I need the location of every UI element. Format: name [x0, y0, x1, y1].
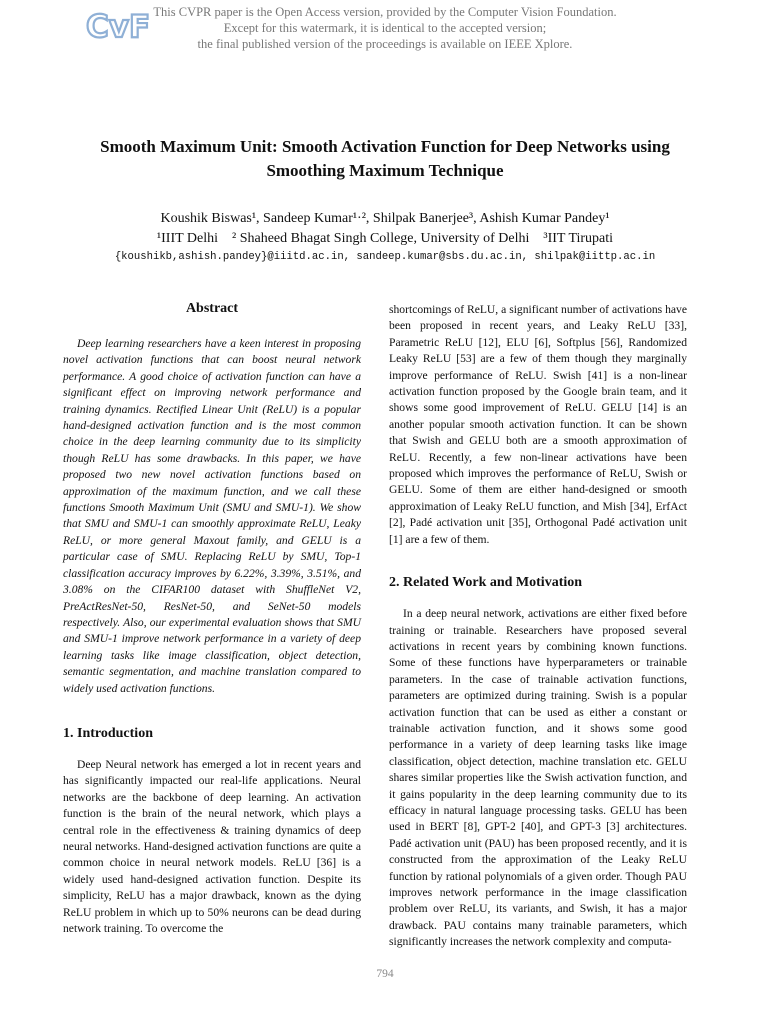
right-column	[389, 302, 687, 951]
watermark-line-1: This CVPR paper is the Open Access version, provided by the Computer Vision Foundation.	[153, 5, 617, 19]
paper-title-line-2: Smoothing Maximum Technique	[266, 161, 504, 180]
affiliations: ¹IIIT Delhi ² Shaheed Bhagat Singh College, University of Delhi ³IIT Tirupati	[156, 231, 614, 246]
paper-title-line-1: Smooth Maximum Unit: Smooth Activation Function for Deep Networks using	[100, 137, 670, 156]
introduction-heading: 1. Introduction	[63, 725, 153, 741]
related-work-heading: 2. Related Work and Motivation	[389, 575, 583, 591]
watermark-line-2: Except for this watermark, it is identical to the accepted version;	[223, 21, 547, 35]
left-column	[63, 300, 361, 937]
related-work-paragraph: In a deep neural network, activations are either fixed before training or trainable. Researchers have proposed several activations in recent years by combining known functions. Some of these functions have hyperparameters or trainable parameters. In the case of trainable activation functions, parameters are optimized during training. Swish is a popular activation function that can be used as either a constant or trainable activation function, and it shows some good performance in a variety of deep learning tasks like image classification, object detection, machine translation etc. GELU shares similar properties like the Swish activation function, and it gains popularity in the deep learning community due to its efficacy in natural language processing tasks. GELU has been used in BERT [8], GPT-2 [40], and GPT-3 [3] architectures. Padé activation unit (PAU) has been proposed recently, and it is constructed from the approximation of the Leaky ReLU function by rational polynomials of a given order. Though PAU improves network performance in the image classification problem over ReLU, its variants, and Swish, it has a major drawback. PAU contains many trainable parameters, which significantly increases the network complexity and computa-	[389, 607, 687, 949]
page-number: 794	[376, 968, 394, 980]
author-list: Koushik Biswas¹, Sandeep Kumar¹·², Shilpak Banerjee³, Ashish Kumar Pandey¹	[160, 211, 610, 226]
introduction-paragraph: Deep Neural network has emerged a lot in recent years and has significantly impacted our real-life applications. Neural networks are the backbone of deep learning. An activation function is the brain of the neural network, which plays a central role in the effectiveness & training dynamics of deep neural networks. Hand-designed activation functions are quite a common choice in neural network models. ReLU [36] is a widely used hand-designed activation function. Despite its simplicity, ReLU has a major drawback, known as the dying ReLU problem in which up to 50% neurons can be dead during network training. To overcome the	[63, 757, 361, 935]
watermark-line-3: the final published version of the proceedings is available on IEEE Xplore.	[197, 37, 573, 51]
abstract-heading: Abstract	[185, 301, 239, 316]
cvf-logo-text: CvF	[86, 9, 151, 45]
author-emails: {koushikb,ashish.pandey}@iiitd.ac.in, sandeep.kumar@sbs.du.ac.in, shilpak@iittp.ac.in	[114, 251, 656, 263]
introduction-continued-paragraph: shortcomings of ReLU, a significant number of activations have been proposed in recent years, and Leaky ReLU [33], Parametric ReLU [12], ELU [6], Softplus [56], Randomized Leaky ReLU [53] are a few of them though they marginally improve performance of ReLU. Swish [41] is a non-linear activation function proposed by the Google brain team, and it shows some good improvement of ReLU. GELU [14] is an another popular smooth activation function. It can be shown that Swish and GELU both are a smooth approximation of ReLU. Recently, a few non-linear activations have been proposed which improves the performance of ReLU, Swish or GELU. Some of them are either hand-designed or smooth approximation of Leaky ReLU function, and Mish [34], ErfAct [2], Padé activation unit [35], Orthogonal Padé activation unit [1] are a few of them.	[389, 303, 687, 546]
abstract-text: Deep learning researchers have a keen interest in proposing novel activation functions that can boost neural network performance. A good choice of activation function can have a significant effect on improving network performance and training dynamics. Rectified Linear Unit (ReLU) is a popular hand-designed activation function and is the most common choice in the deep learning community due to its simplicity though ReLU has some drawbacks. In this paper, we have proposed two new novel activation functions based on approximation of the maximum function, and we call these functions Smooth Maximum Unit (SMU and SMU-1). We show that SMU and SMU-1 can smoothly approximate ReLU, Leaky ReLU, or more general Maxout family, and GELU is a particular case of SMU. Replacing ReLU by SMU, Top-1 classification accuracy improves by 6.22%, 3.39%, 3.51%, and 3.08% on the CIFAR100 dataset with ShuffleNet V2, PreActResNet-50, ResNet-50, and SeNet-50 models respectively. Also, our experimental evaluation shows that SMU and SMU-1 improve network performance in a variety of deep learning tasks like image classification, object detection, semantic segmentation, and machine translation compared to widely used activation functions.	[63, 337, 361, 695]
